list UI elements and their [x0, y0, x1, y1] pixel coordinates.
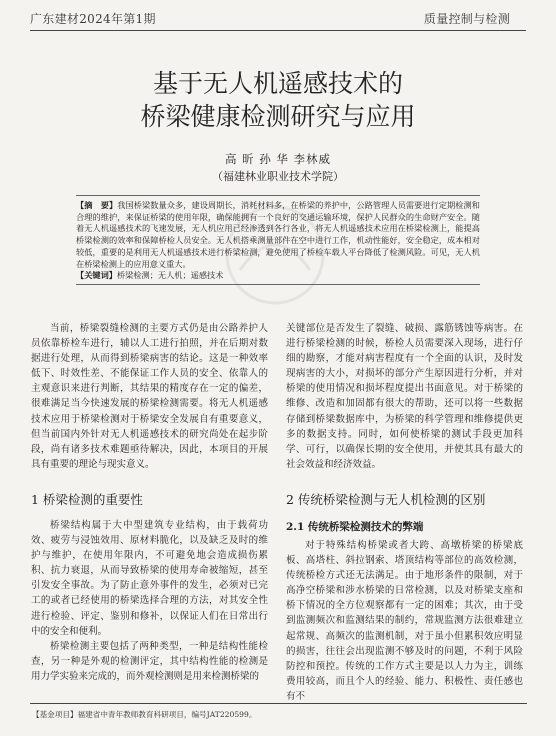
section-1-paragraph-1: 桥梁结构属于大中型建筑专业结构，由于载荷功效、疲劳与浸蚀效用、原材料脆化，以及缺乏及时的维护与维护，在使用年限内，不可避免地会造成损伤累积、抗力衰退，从而导致桥梁的使用寿命被缩短，甚至引发安全事故。为了防止意外事件的发生，必须对已完工的或者已经使用的桥梁选择合理的方法，对其安全性进行检验、评定、鉴别和修补，以保证人们在日常出行中的安全和便利。 [31, 520, 268, 637]
keywords-label: 【关键词】 [76, 270, 117, 280]
section-1-paragraph-2: 桥梁检测主要包括了两种类型，一种是结构性能检查，另一种是外观的检测评定，其中结构性能的检测是用力学实验来完成的，而外观检测则是用来检测桥梁的 [31, 640, 268, 682]
abstract-text: 我国桥梁数量众多，建设周期长，消耗材料多，在桥梁的养护中，公路管理人员需要进行定期检测和合理的维护，来保证桥梁的使用年限，确保能拥有一个良好的交通运输环境，保护人民群众的生命财产安全。随着无人机遥感技术的飞速发展，无人机应用已经渗透到各行各业，将无人机遥感技术应用在桥梁检测上，能提高桥梁检测的效率和保障桥检人员安全。无人机搭乘测量部件在空中进行工作，机动性能好，安全稳定，成本相对较低，重要的是利用无人机遥感技术进行桥梁检测，避免使用了桥检车载人平台降低了检测风险。可见，无人机在桥梁检测上的应用意义重大。 [76, 200, 480, 269]
right-column-subsection21 [286, 538, 523, 704]
subsection-2-1-heading: 2.1 传统桥梁检测技术的弊端 [286, 521, 424, 533]
left-column-intro [31, 321, 268, 472]
footnote-rule [30, 703, 527, 704]
left-column-section1 [31, 518, 268, 684]
header-rule [30, 30, 526, 31]
affiliation: （福建林业职业技术学院） [212, 170, 344, 183]
keywords-text: 桥梁检测；无人机；遥感技术 [116, 270, 224, 280]
continuation-paragraph: 关键部位是否发生了裂缝、破损、露筋锈蚀等病害。在进行桥梁检测的时候，桥检人员需要深入现场，进行仔细的勘察，才能对病害程度有一个全面的认识，及时发现病害的大小，对损坏的部分产生原因进行分析，并对桥梁的使用情况和损坏程度提出书面意见。对于桥梁的维修、改造和加固都有很大的帮助，还可以将一些数据存储到桥梁数据库中，为桥梁的科学管理和维修提供更多的数据支持。同时，如何使桥梁的测试手段更加科学、可行，以确保长期的安全使用，并使其具有最大的社会效益和经济效益。 [286, 323, 523, 470]
paper-title-line2: 桥梁健康检测研究与应用 [140, 102, 416, 131]
journal-header: 广东建材2024年第1期 [30, 12, 156, 26]
intro-paragraph: 当前，桥梁裂缝检测的主要方式仍是由公路养护人员依靠桥检车进行，辅以人工进行拍照，并在后期对数据进行处理，从而得到桥梁病害的结论。这是一种效率低下、时效性差、不能保证工作人员的安全、依靠人的主观意识来进行判断，其结果的精度存在一定的偏差，很难满足当今快速发展的桥梁检测需要。将无人机遥感技术应用于桥梁检测对于桥梁安全发展自有重要意义，但当前国内外针对无人机遥感技术的研究尚处在起步阶段，尚有诸多技术难题亟待解决，因此，本项目的开展具有重要的理论与现实意义。 [31, 323, 268, 470]
abstract [76, 200, 480, 270]
funding-footnote: 【基金项目】福建省中青年教师教育科研项目，编号JAT220599。 [32, 710, 257, 719]
section-2-heading: 2 传统桥梁检测与无人机检测的区别 [286, 492, 486, 507]
abstract-bottom-rule [76, 284, 480, 285]
subsection-2-1-paragraph: 对于特殊结构桥梁或者大跨、高墩桥梁的桥梁底板、高塔柱、斜拉钢索、塔顶结构等部位的高效检测，传统桥检方式还无法满足。由于地形条件的限制，对于高净空桥梁和涉水桥梁的日常检测，以及对桥梁支座和桥下情况的全方位观察都有一定的困难；其次，由于受到监测频次和监测结果的制约，常规监测方法很难建立起常规、高频次的监测机制，对于虽小但累积效应明显的损害，往往会出现监测不够及时的问题，不利于风险防控和预控。传统的工作方式主要是以人力为主，训练费用较高，而且个人的经验、能力、积极性、责任感也有不 [286, 540, 523, 702]
abstract-top-rule [76, 195, 480, 196]
section-1-heading: 1 桥梁检测的重要性 [31, 492, 143, 507]
paper-title-line1: 基于无人机遥感技术的 [152, 69, 403, 98]
authors: 高 昕 孙 华 李林威 [224, 152, 332, 166]
section-header: 质量控制与检测 [423, 12, 510, 26]
right-column-continuation [286, 321, 523, 472]
abstract-label: 【摘 要】 [76, 200, 118, 210]
keywords [76, 270, 480, 282]
